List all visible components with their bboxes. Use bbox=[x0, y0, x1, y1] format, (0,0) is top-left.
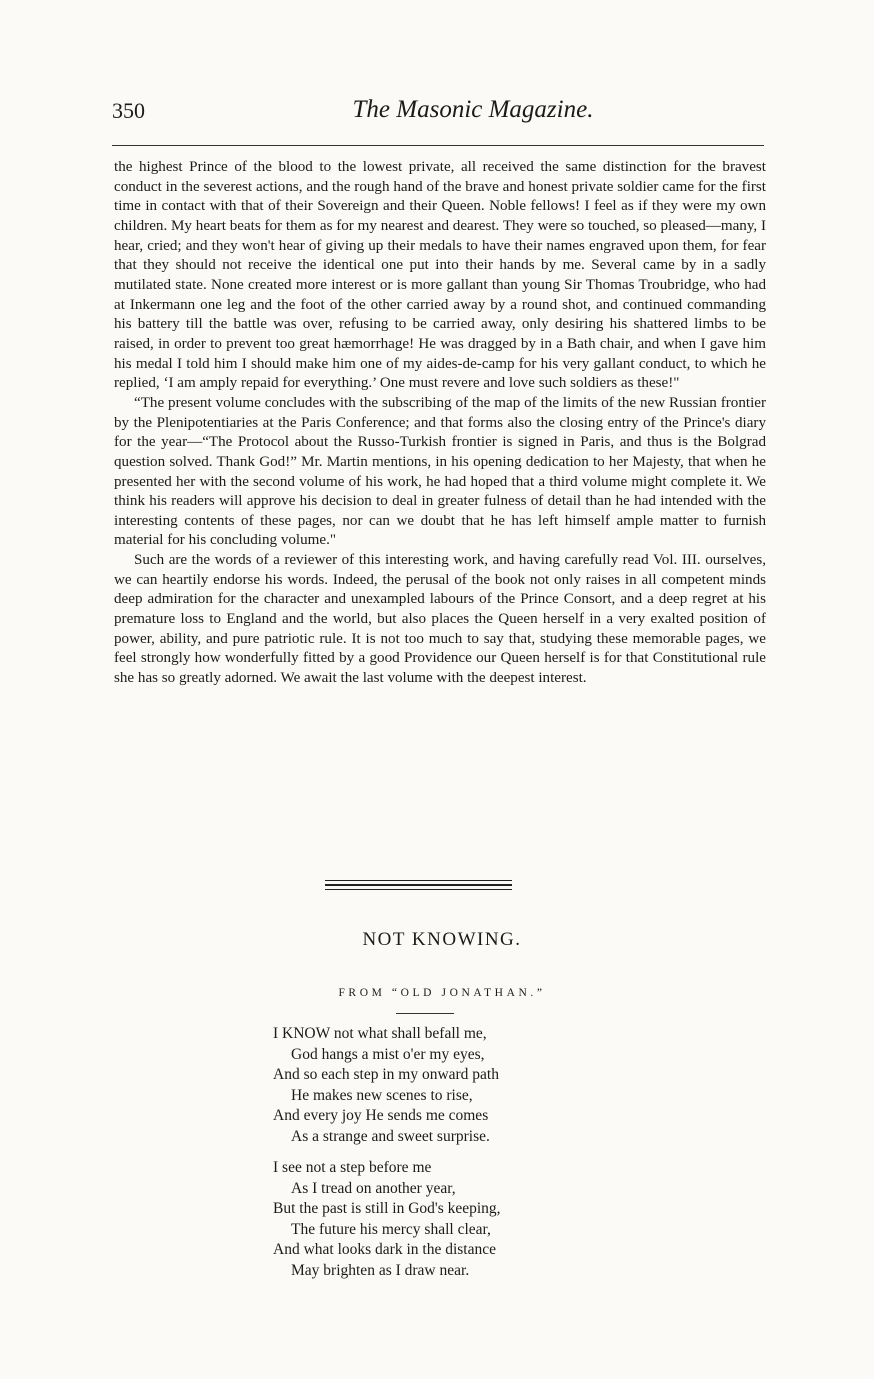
article-paragraph: Such are the words of a reviewer of this interesting work, and having carefully read Vol. III. ourselves, we can heartily endorse his words. Indeed, the perusal of the book not only raises in all competent minds deep admiration for the character and unexampled labours of the Prince Consort, and a deep regret at his premature loss to England and the world, but also places the Queen herself in a very exalted position of power, ability, and pure patriotic rule. It is not too much to say that, studying these memorable pages, we feel strongly how wonderfully fitted by a good Providence our Queen herself is for that Constitutional rule she has so greatly adorned. We await the last volume with the deepest interest. bbox=[114, 552, 766, 687]
poem-stanza bbox=[273, 1024, 501, 1147]
divider-line bbox=[325, 880, 512, 881]
article-body bbox=[114, 158, 766, 689]
poem-line: And every joy He sends me comes bbox=[273, 1107, 489, 1124]
poem-stanza bbox=[273, 1158, 501, 1281]
poem-body bbox=[273, 1024, 501, 1292]
section-divider bbox=[325, 880, 512, 890]
article-paragraph: “The present volume concludes with the subscribing of the map of the limits of the new Russian frontier by the Plenipotentiaries at the Paris Conference; and that forms also the closing entry of the Prince's diary for the year—“The Protocol about the Russo-Turkish frontier is signed in Paris, and thus is the Bolgrad question solved. Thank God!” Mr. Martin mentions, in his opening dedication to her Majesty, that when he presented her with the second volume of his work, he had hoped that a third volume might complete it. We think his readers will approve his decision to deal in greater fulness of detail than he had intended with the interesting contents of these pages, nor can we doubt that he has left himself ample matter to furnish material for his concluding volume." bbox=[114, 394, 766, 549]
poem-line: The future his mercy shall clear, bbox=[291, 1220, 491, 1238]
header-rule bbox=[112, 145, 764, 146]
poem-rule bbox=[396, 1013, 454, 1014]
poem-line: May brighten as I draw near. bbox=[291, 1261, 470, 1279]
page-number: 350 bbox=[112, 98, 145, 123]
divider-line bbox=[325, 884, 512, 886]
poem-line: As a strange and sweet surprise. bbox=[291, 1127, 490, 1145]
poem-title: NOT KNOWING. bbox=[362, 929, 522, 950]
poem-line: But the past is still in God's keeping, bbox=[273, 1200, 501, 1217]
poem-line: And so each step in my onward path bbox=[273, 1066, 499, 1083]
running-title: The Masonic Magazine. bbox=[352, 96, 594, 123]
poem-line: He makes new scenes to rise, bbox=[291, 1086, 473, 1104]
page-header bbox=[112, 98, 764, 138]
poem-line: I see not a step before me bbox=[273, 1159, 432, 1176]
poem-line: God hangs a mist o'er my eyes, bbox=[291, 1045, 485, 1063]
poem-line: And what looks dark in the distance bbox=[273, 1241, 496, 1258]
article-paragraph: the highest Prince of the blood to the lowest private, all received the same distinction for the bravest conduct in the severest actions, and the rough hand of the brave and honest private soldier came for the first time in contact with that of their Sovereign and their Queen. Noble fellows! I feel as if they were my own children. My heart beats for them as for my nearest and dearest. They were so touched, so pleased—many, I hear, cried; and they won't hear of giving up their medals to have their names engraved upon them, for fear that they should not receive the identical one put into their hands by me. Several came by in a sadly mutilated state. None created more interest or is more gallant than young Sir Thomas Troubridge, who had at Inkermann one leg and the foot of the other carried away by a round shot, and continued commanding his battery till the battle was over, refusing to be carried away, only desiring his shattered limbs to be raised, in order to prevent too great hæmorrhage! He was dragged by in a Bath chair, and when I gave him his medal I told him I should make him one of my aides-de-camp for his very gallant conduct, to which he replied, ‘I am amply repaid for everything.’ One must revere and love such soldiers as these!" bbox=[114, 159, 766, 392]
poem-line: I KNOW not what shall befall me, bbox=[273, 1025, 487, 1042]
divider-line bbox=[325, 889, 512, 890]
poem-line: As I tread on another year, bbox=[291, 1179, 456, 1197]
poem-source: FROM “OLD JONATHAN.” bbox=[338, 987, 546, 999]
